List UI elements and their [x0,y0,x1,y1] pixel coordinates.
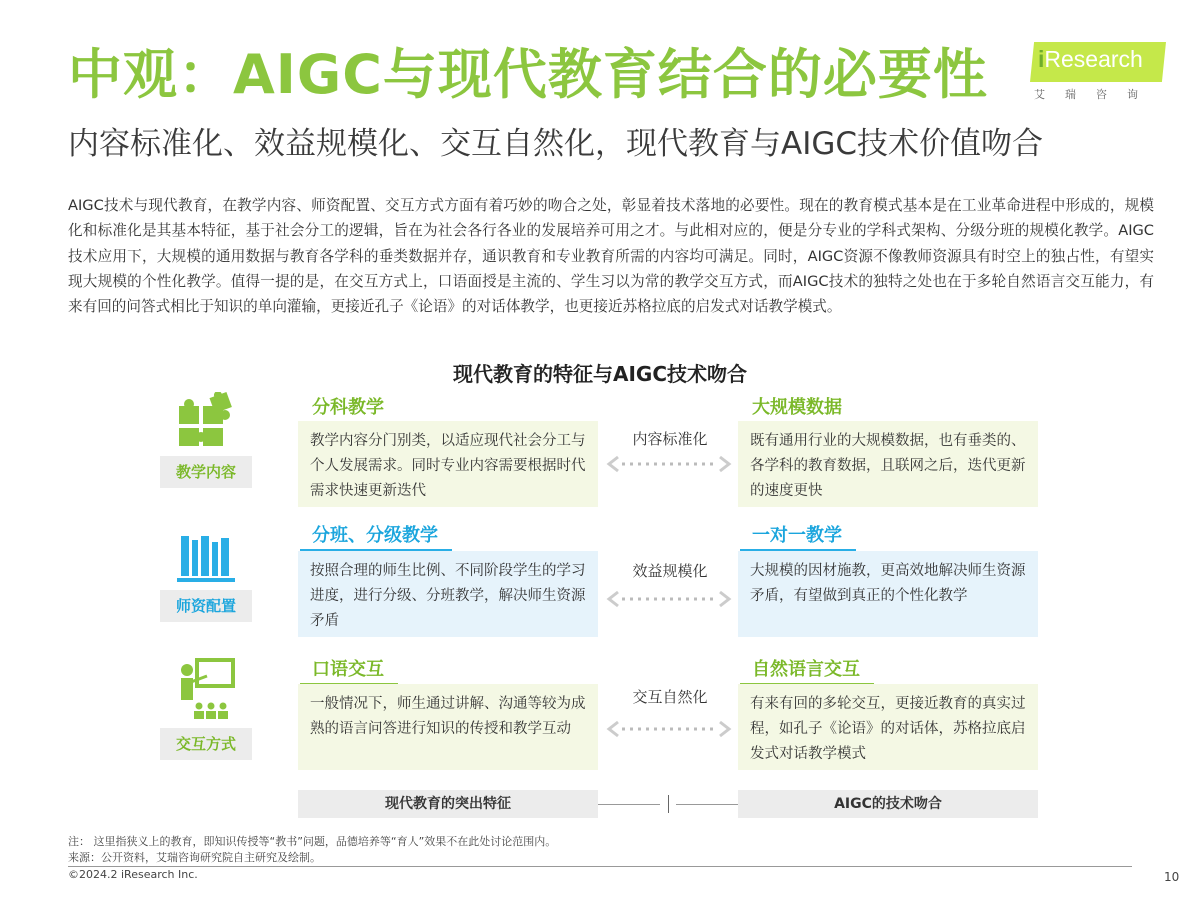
link-label-natural-interaction: 交互自然化 [632,688,708,706]
iresearch-logo [1030,40,1170,102]
link-label-scale-efficiency: 效益规模化 [632,562,708,580]
bottom-label-modern-education: 现代教育的突出特征 [298,790,598,818]
page-number: 10 [1164,870,1180,884]
category-teacher-allocation [160,530,252,622]
page-subtitle: 内容标准化、效益规模化、交互自然化，现代教育与AIGC技术价值吻合 [68,126,1044,162]
double-arrow-icon [606,720,732,738]
left-box-tiered-classes: 按照合理的师生比例、不同阶段学生的学习进度，进行分级、分班教学，解决师生资源矛盾 [298,551,598,637]
double-arrow-icon [606,590,732,608]
logo-subtitle: 艾瑞咨询 [1034,88,1158,101]
logo-name: Research [1044,46,1143,72]
left-head-tiered-classes: 分班、分级教学 [300,521,452,549]
footer-note: 注： 这里指狭义上的教育，即知识传授等“教书”问题，品德培养等“育人”效果不在此处讨论范围内。 [68,835,557,848]
logo-prefix: i [1038,46,1045,72]
teacher-icon [173,656,239,722]
left-head-subject-teaching: 分科教学 [300,393,398,421]
left-box-oral-interaction: 一般情况下，师生通过讲解、沟通等较为成熟的语言问答进行知识的传授和教学互动 [298,684,598,770]
category-label: 教学内容 [160,456,252,488]
bottom-connector-tick [668,795,669,813]
left-box-subject-teaching: 教学内容分门别类，以适应现代社会分工与个人发展需求。同时专业内容需要根据时代需求快速更新迭代 [298,421,598,507]
right-head-natural-language: 自然语言交互 [740,655,874,683]
page-title: 中观：AIGC与现代教育结合的必要性 [68,43,988,106]
double-arrow-icon [606,455,732,473]
category-teaching-content [160,392,252,488]
left-head-oral-interaction: 口语交互 [300,655,398,683]
category-label: 师资配置 [160,590,252,622]
footer-divider [68,866,1132,867]
link-label-content-standardization: 内容标准化 [632,430,708,448]
right-box-big-data: 既有通用行业的大规模数据，也有垂类的、各学科的教育数据，且联网之后，迭代更新的速度更快 [738,421,1038,507]
right-box-one-on-one: 大规模的因材施教，更高效地解决师生资源矛盾，有望做到真正的个性化教学 [738,551,1038,637]
bottom-label-aigc-match: AIGC的技术吻合 [738,790,1038,818]
diagram-title: 现代教育的特征与AIGC技术吻合 [452,362,747,386]
right-head-big-data: 大规模数据 [740,393,856,421]
bottom-connector-left [598,804,660,805]
footer-source: 来源：公开资料，艾瑞咨询研究院自主研究及绘制。 [68,851,321,864]
right-head-one-on-one: 一对一教学 [740,521,856,549]
books-icon [175,530,237,584]
logo-wordmark [1038,46,1143,73]
puzzle-icon [175,392,237,450]
category-interaction-mode [160,656,252,760]
bottom-connector-right [676,804,738,805]
intro-paragraph: AIGC技术与现代教育，在教学内容、师资配置、交互方式方面有着巧妙的吻合之处，彰显着技术落地的必要性。现在的教育模式基本是在工业革命进程中形成的，规模化和标准化是其基本特征，基于社会分工的逻辑，旨在为社会各行各业的发展培养可用之才。与此相对应的，便是分专业的学科式架构、分级分班的规模化教学。AIGC技术应用下，大规模的通用数据与教育各学科的垂类数据并存，通识教育和专业教育所需的内容均可满足。同时，AIGC资源不像教师资源具有时空上的独占性，有望实现大规模的个性化教学。值得一提的是，在交互方式上，口语面授是主流的、学生习以为常的教学交互方式，而AIGC技术的独特之处也在于多轮自然语言交互能力，有来有回的问答式相比于知识的单向灌输，更接近孔子《论语》的对话体教学，也更接近苏格拉底的启发式对话教学模式。 [68,197,1154,316]
right-box-natural-language: 有来有回的多轮交互，更接近教育的真实过程，如孔子《论语》的对话体，苏格拉底启发式对话教学模式 [738,684,1038,770]
category-label: 交互方式 [160,728,252,760]
footer-copyright: ©2024.2 iResearch Inc. [68,868,198,881]
